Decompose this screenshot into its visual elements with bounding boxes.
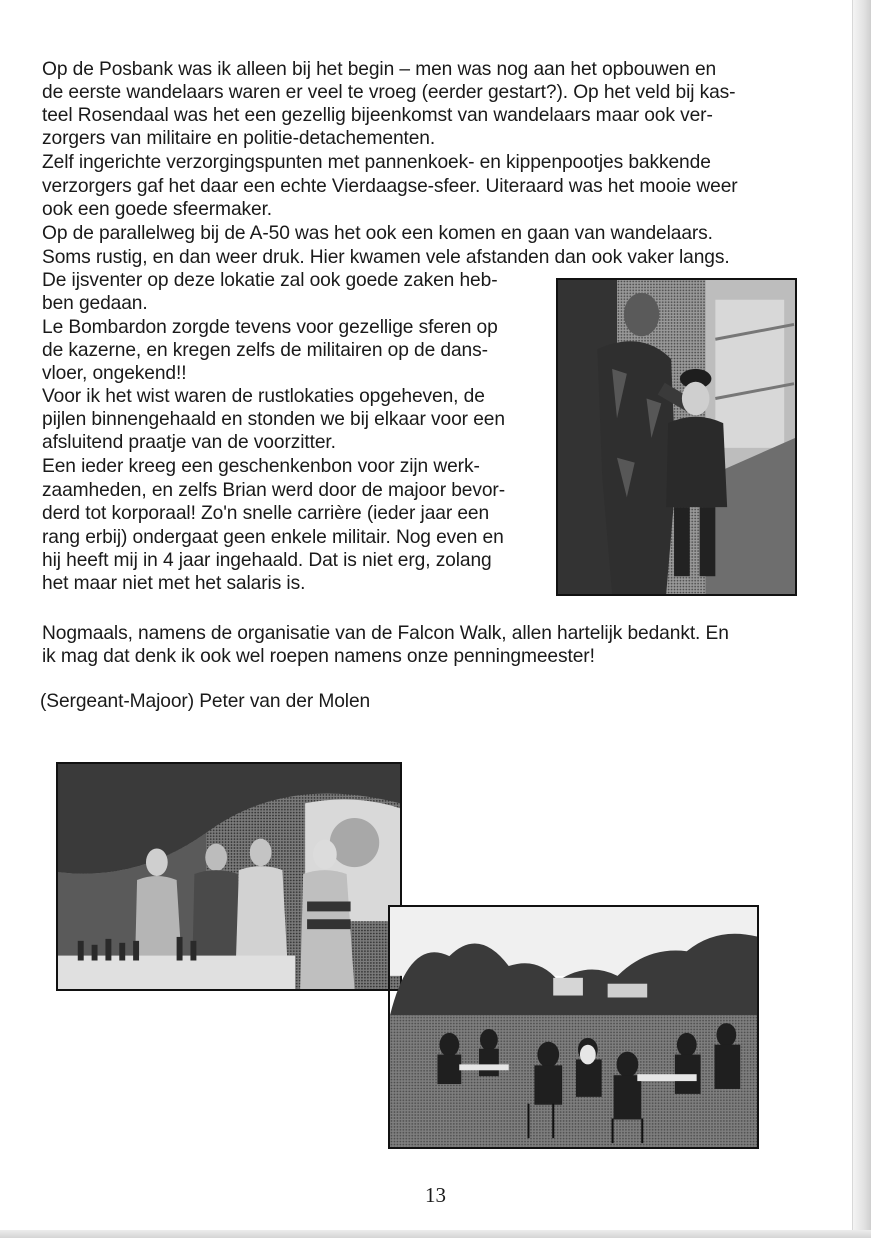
body-line: vloer, ongekend!! <box>42 363 187 384</box>
body-line: Soms rustig, en dan weer druk. Hier kwamen vele afstanden dan ook vaker langs. <box>42 247 730 268</box>
page-number: 13 <box>425 1183 446 1207</box>
closing-line: ik mag dat denk ik ook wel roepen namens onze penningmeester! <box>42 646 595 667</box>
body-line: derd tot korporaal! Zo'n snelle carrière (ieder jaar een <box>42 503 490 524</box>
body-line: zorgers van militaire en politie-detachementen. <box>42 128 436 149</box>
body-line: Op de parallelweg bij de A-50 was het ook een komen en gaan van wandelaars. <box>42 223 713 244</box>
photo-field-gathering <box>388 905 759 1149</box>
body-line: verzorgers gaf het daar een echte Vierdaagse-sfeer. Uiteraard was het mooie weer <box>42 176 738 197</box>
body-line: het maar niet met het salaris is. <box>42 573 306 594</box>
bottom-edge <box>0 1230 871 1238</box>
signature: (Sergeant-Majoor) Peter van der Molen <box>40 691 371 712</box>
body-line: Voor ik het wist waren de rustlokaties opgeheven, de <box>42 386 485 407</box>
body-line: Een ieder kreeg een geschenkenbon voor zijn werk- <box>42 456 480 477</box>
body-line: ben gedaan. <box>42 293 148 314</box>
page-edge <box>852 0 871 1238</box>
body-line: zaamheden, en zelfs Brian werd door de majoor bevor- <box>42 480 506 501</box>
body-line: de kazerne, en kregen zelfs de militairen op de dans- <box>42 340 488 361</box>
body-line: hij heeft mij in 4 jaar ingehaald. Dat is niet erg, zolang <box>42 550 492 571</box>
body-line: teel Rosendaal was het een gezellig bijeenkomst van wandelaars maar ook ver- <box>42 105 713 126</box>
body-line: afsluitend praatje van de voorzitter. <box>42 432 336 453</box>
body-line: Le Bombardon zorgde tevens voor gezellige sferen op <box>42 317 498 338</box>
body-line: pijlen binnengehaald en stonden we bij elkaar voor een <box>42 409 505 430</box>
photo-tent-caretakers <box>56 762 402 991</box>
body-line: Op de Posbank was ik alleen bij het begin – men was nog aan het opbouwen en <box>42 59 717 80</box>
closing-line: Nogmaals, namens de organisatie van de Falcon Walk, allen hartelijk bedankt. En <box>42 623 729 644</box>
body-line: De ijsventer op deze lokatie zal ook goede zaken heb- <box>42 270 498 291</box>
body-line: Zelf ingerichte verzorgingspunten met pannenkoek- en kippenpootjes bakkende <box>42 152 711 173</box>
body-line: de eerste wandelaars waren er veel te vroeg (eerder gestart?). Op het veld bij kas- <box>42 82 736 103</box>
photo-soldier-and-boy <box>556 278 797 596</box>
body-line: rang erbij) ondergaat geen enkele militair. Nog even en <box>42 527 504 548</box>
body-line: ook een goede sfeermaker. <box>42 199 273 220</box>
